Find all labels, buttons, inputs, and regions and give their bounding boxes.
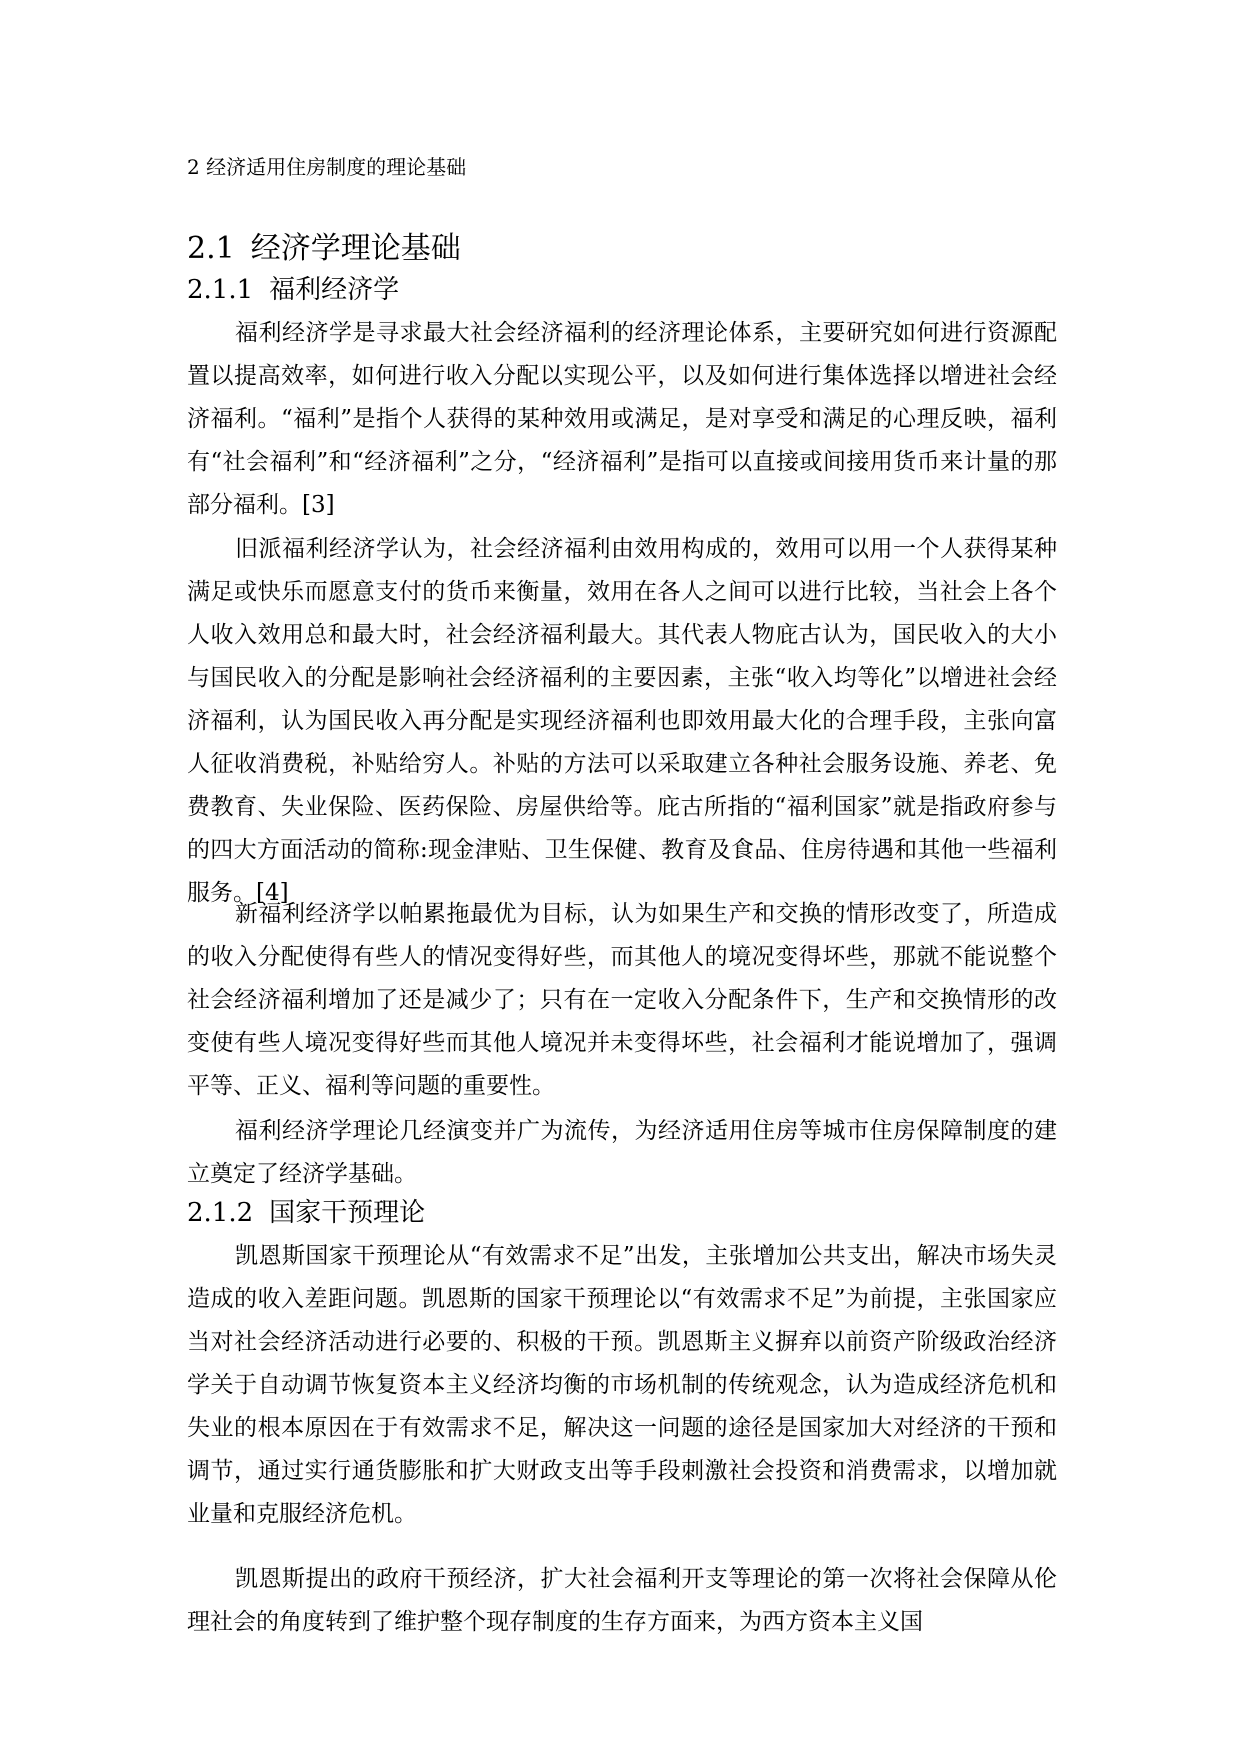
subsection-title: 福利经济学 — [269, 275, 400, 305]
subsection-heading-2-1-1 — [187, 272, 399, 308]
subsection-number: 2.1.1 — [187, 275, 254, 305]
section-title: 经济学理论基础 — [250, 231, 461, 266]
section-number: 2.1 — [187, 231, 235, 266]
subsection-number: 2.1.2 — [187, 1198, 254, 1228]
paragraph: 凯恩斯国家干预理论从“有效需求不足”出发，主张增加公共支出，解决市场失灵造成的收入差距问题。凯恩斯的国家干预理论以“有效需求不足”为前提，主张国家应当对社会经济活动进行必要的、积极的干预。凯恩斯主义摒弃以前资产阶级政治经济学关于自动调节恢复资本主义经济均衡的市场机制的传统观念，认为造成经济危机和失业的根本原因在于有效需求不足，解决这一问题的途径是国家加大对经济的干预和调节，通过实行通货膨胀和扩大财政支出等手段刺激社会投资和消费需求，以增加就业量和克服经济危机。 — [187, 1243, 1057, 1527]
paragraph: 福利经济学是寻求最大社会经济福利的经济理论体系，主要研究如何进行资源配置以提高效率，如何进行收入分配以实现公平，以及如何进行集体选择以增进社会经济福利。“福利”是指个人获得的某种效用或满足，是对享受和满足的心理反映，福利有“社会福利”和“经济福利”之分，“经济福利”是指可以直接或间接用货币来计量的那部分福利。[3] — [187, 320, 1057, 518]
paragraph: 福利经济学理论几经演变并广为流传，为经济适用住房等城市住房保障制度的建立奠定了经济学基础。 — [187, 1118, 1057, 1187]
subsection-title: 国家干预理论 — [269, 1198, 426, 1228]
paragraph: 新福利经济学以帕累拖最优为目标，认为如果生产和交换的情形改变了，所造成的收入分配使得有些人的情况变得好些，而其他人的境况变得坏些，那就不能说整个社会经济福利增加了还是减少了；只有在一定收入分配条件下，生产和交换情形的改变使有些人境况变得好些而其他人境况并未变得坏些，社会福利才能说增加了，强调平等、正义、福利等问题的重要性。 — [187, 901, 1057, 1099]
subsection-heading-2-1-2 — [187, 1195, 425, 1231]
section-heading-2-1 — [187, 228, 461, 270]
paragraph: 旧派福利经济学认为，社会经济福利由效用构成的，效用可以用一个人获得某种满足或快乐而愿意支付的货币来衡量，效用在各人之间可以进行比较，当社会上各个人收入效用总和最大时，社会经济福利最大。其代表人物庇古认为，国民收入的大小与国民收入的分配是影响社会经济福利的主要因素，主张“收入均等化”以增进社会经济福利，认为国民收入再分配是实现经济福利也即效用最大化的合理手段，主张向富人征收消费税，补贴给穷人。补贴的方法可以采取建立各种社会服务设施、养老、免费教育、失业保险、医药保险、房屋供给等。庇古所指的“福利国家”就是指政府参与的四大方面活动的简称:现金津贴、卫生保健、教育及食品、住房待遇和其他一些福利服务。[4] — [187, 536, 1057, 906]
chapter-header: 2 经济适用住房制度的理论基础 — [187, 155, 467, 179]
paragraph: 凯恩斯提出的政府干预经济，扩大社会福利开支等理论的第一次将社会保障从伦理社会的角度转到了维护整个现存制度的生存方面来，为西方资本主义国 — [187, 1566, 1057, 1635]
